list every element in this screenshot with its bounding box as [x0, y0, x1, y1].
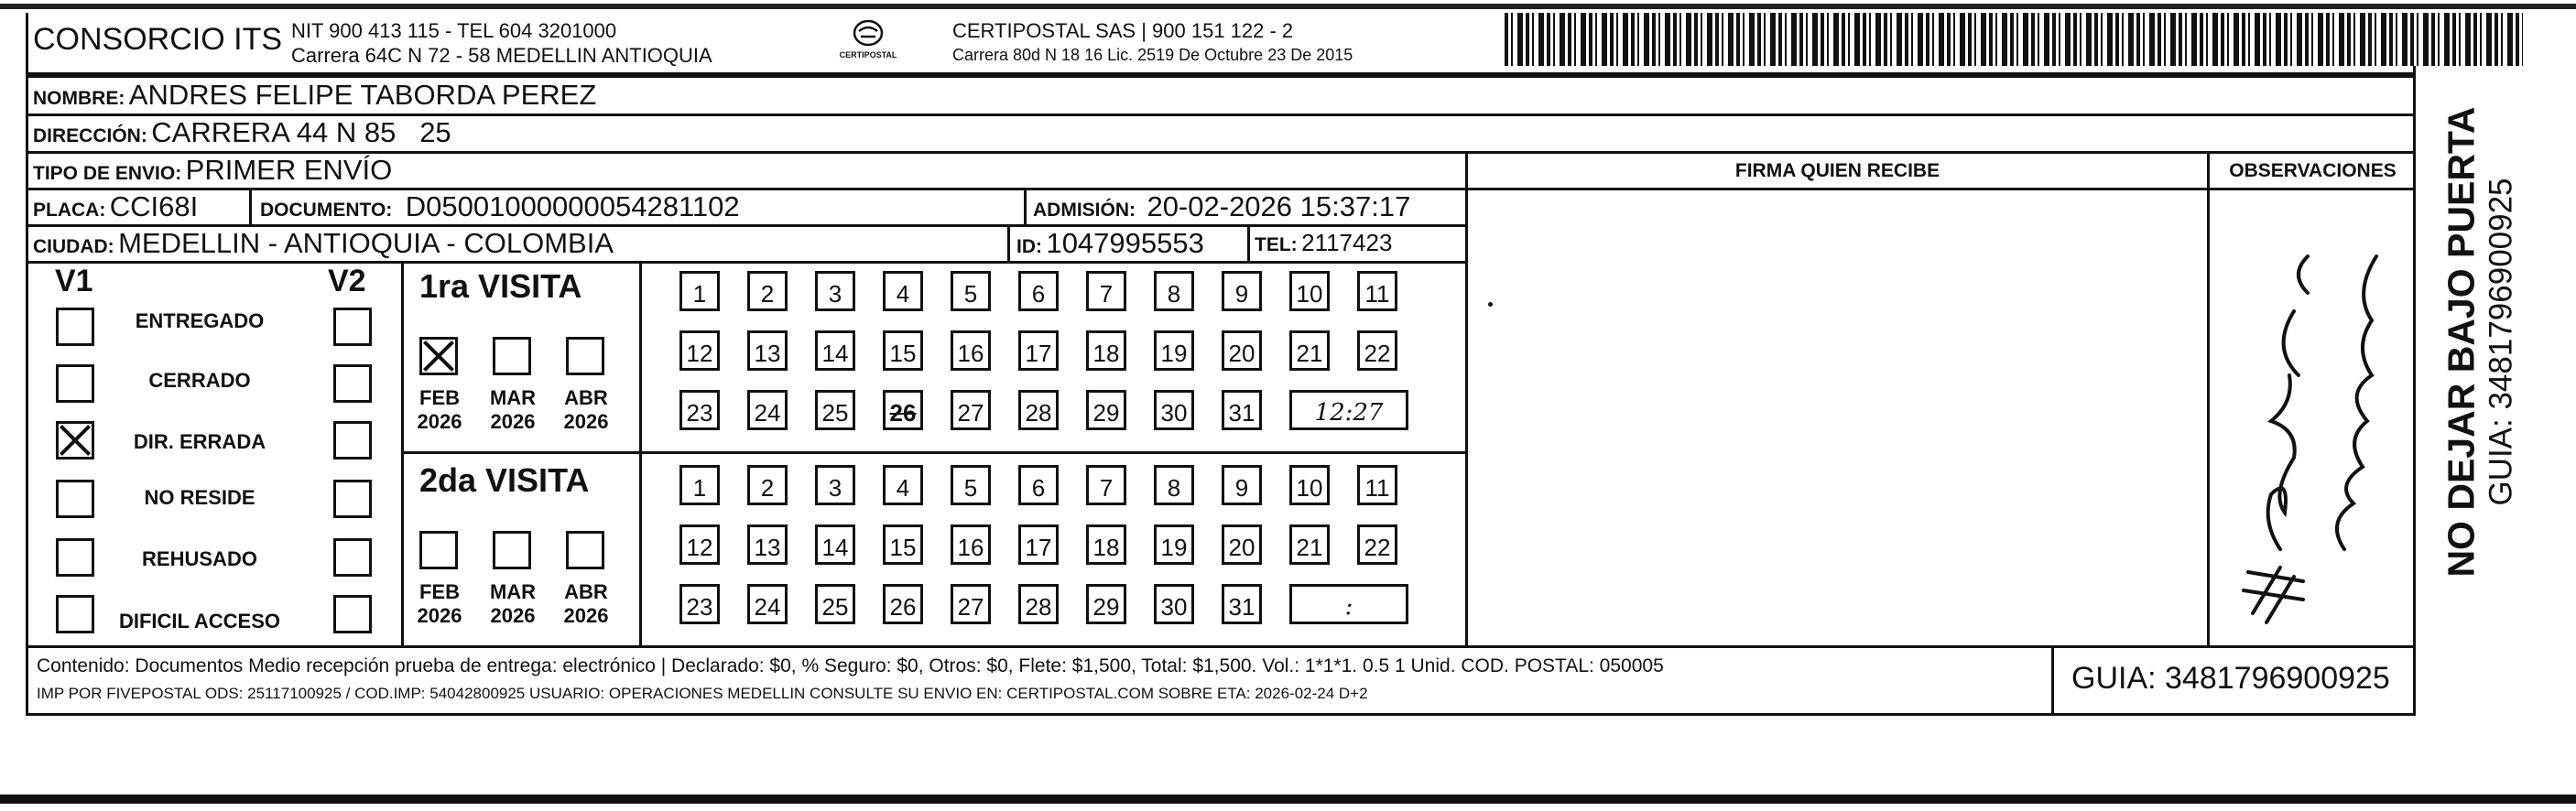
- visit1-day-21[interactable]: 21: [1289, 330, 1330, 371]
- month-label: ABR: [564, 386, 608, 409]
- visit1-day-20[interactable]: 20: [1222, 330, 1262, 371]
- visit2-month-mar: [481, 580, 545, 628]
- visit1-day-19[interactable]: 19: [1154, 330, 1194, 371]
- visit2-day-31[interactable]: 31: [1222, 584, 1262, 624]
- visit1-day-11[interactable]: 11: [1357, 271, 1397, 311]
- visit1-day-12[interactable]: 12: [679, 330, 720, 371]
- status-no-reside: NO RESIDE: [144, 486, 255, 509]
- visit2-day-22[interactable]: 22: [1357, 524, 1397, 565]
- carrier-info: [952, 18, 1353, 68]
- v2-cerrado-checkbox[interactable]: [333, 364, 372, 403]
- visit2-day-27[interactable]: 27: [951, 584, 991, 624]
- visit2-day-13[interactable]: 13: [747, 524, 788, 565]
- tel-label: TEL:: [1255, 234, 1298, 255]
- visit2-time-box[interactable]: :: [1289, 584, 1408, 624]
- tipo-row: [33, 154, 392, 187]
- status-dificil-acceso: DIFICIL ACCESO: [118, 610, 280, 633]
- side-text: [2425, 82, 2535, 632]
- visit2-day-20[interactable]: 20: [1222, 524, 1262, 565]
- v1-rehusado-checkbox[interactable]: [56, 538, 94, 577]
- top-edge-line: [0, 0, 2576, 13]
- visit1-day-6[interactable]: 6: [1018, 271, 1059, 311]
- v1-label: V1: [55, 264, 93, 298]
- visit1-day-24[interactable]: 24: [747, 390, 788, 430]
- visit2-day-grid: [679, 465, 1430, 639]
- status-cerrado: CERRADO: [148, 369, 251, 392]
- year-label: 2026: [417, 410, 462, 433]
- v1-dificil-acceso-checkbox[interactable]: [56, 595, 94, 633]
- v1-no-reside-checkbox[interactable]: [56, 480, 94, 518]
- footer-imp: IMP POR FIVEPOSTAL ODS: 25117100925 / COD.IMP: 54042800925 USUARIO: OPERACIONES MEDELLIN CONSULTE SU ENVIO EN: CERTIPOSTAL.COM SOBRE ETA: 2026-02-24 D+2: [37, 685, 1368, 702]
- observaciones-handwritten: [2216, 220, 2399, 632]
- visit1-day-26[interactable]: 26: [883, 390, 923, 430]
- divider: [1024, 188, 1027, 224]
- placa-label: PLACA:: [33, 200, 106, 221]
- month-label: MAR: [489, 580, 537, 603]
- visit1-day-1[interactable]: 1: [679, 271, 720, 311]
- visit2-mar-checkbox[interactable]: [493, 531, 531, 569]
- visit1-day-7[interactable]: 7: [1086, 271, 1126, 311]
- visit2-day-11[interactable]: 11: [1357, 465, 1397, 505]
- year-label: 2026: [417, 604, 462, 627]
- visit1-day-16[interactable]: 16: [951, 330, 991, 371]
- handwriting-icon: [2216, 220, 2399, 632]
- visit2-day-30[interactable]: 30: [1154, 584, 1194, 624]
- status-rehusado: REHUSADO: [142, 547, 257, 570]
- logo-text: CERTIPOSTAL: [839, 50, 897, 59]
- visit2-day-18[interactable]: 18: [1086, 524, 1126, 565]
- visit1-day-23[interactable]: 23: [679, 390, 720, 430]
- year-label: 2026: [563, 604, 609, 627]
- visit1-day-13[interactable]: 13: [747, 330, 788, 371]
- visit2-day-26[interactable]: 26: [883, 584, 923, 624]
- documento-value: D05001000000054281102: [405, 190, 740, 222]
- visit2-day-25[interactable]: 25: [815, 584, 855, 624]
- visit1-day-28[interactable]: 28: [1018, 390, 1059, 430]
- nombre-row: [33, 79, 596, 112]
- visit2-day-8[interactable]: 8: [1154, 465, 1194, 505]
- year-label: 2026: [563, 410, 609, 433]
- visit2-day-5[interactable]: 5: [951, 465, 991, 505]
- company-info: [291, 18, 712, 68]
- visit1-title: 1ra VISITA: [419, 267, 582, 305]
- visit2-feb-checkbox[interactable]: [419, 531, 458, 569]
- visit2-day-14[interactable]: 14: [815, 524, 855, 565]
- visit2-day-29[interactable]: 29: [1086, 584, 1126, 624]
- ciudad-label: CIUDAD:: [33, 236, 114, 257]
- visit1-day-2[interactable]: 2: [747, 271, 788, 311]
- tipo-label: TIPO DE ENVIO:: [33, 163, 182, 184]
- visit1-mar-checkbox[interactable]: [493, 337, 531, 375]
- visit2-abr-checkbox[interactable]: [566, 531, 604, 569]
- divider: [401, 451, 1467, 454]
- documento-label: DOCUMENTO:: [260, 200, 393, 221]
- placa-value: CCI68I: [109, 190, 199, 222]
- status-entregado: ENTREGADO: [135, 309, 265, 332]
- visit2-day-16[interactable]: 16: [951, 524, 991, 565]
- month-label: MAR: [489, 386, 537, 409]
- visit2-day-21[interactable]: 21: [1289, 524, 1330, 565]
- logo-emblem-icon: [852, 18, 885, 48]
- visit1-day-18[interactable]: 18: [1086, 330, 1126, 371]
- ciudad-value: MEDELLIN - ANTIOQUIA - COLOMBIA: [118, 227, 614, 259]
- visit1-day-29[interactable]: 29: [1086, 390, 1126, 430]
- nombre-value: ANDRES FELIPE TABORDA PEREZ: [128, 79, 597, 111]
- visit1-abr-checkbox[interactable]: [566, 337, 604, 375]
- v2-dificil-acceso-checkbox[interactable]: [333, 595, 372, 633]
- visit1-day-22[interactable]: 22: [1357, 330, 1397, 371]
- observaciones-header: OBSERVACIONES: [2229, 160, 2397, 181]
- v2-entregado-checkbox[interactable]: [333, 308, 372, 346]
- visit2-day-15[interactable]: 15: [883, 524, 923, 565]
- certipostal-logo: [831, 18, 905, 64]
- month-label: FEB: [419, 386, 460, 409]
- visit2-month-feb: [408, 580, 472, 628]
- year-label: 2026: [490, 410, 536, 433]
- visit2-day-10[interactable]: 10: [1289, 465, 1330, 505]
- visit2-day-12[interactable]: 12: [679, 524, 720, 565]
- bottom-edge-line: [0, 795, 2576, 804]
- id-label: ID:: [1016, 236, 1042, 257]
- visit1-day-30[interactable]: 30: [1154, 390, 1194, 430]
- visit2-day-3[interactable]: 3: [815, 465, 855, 505]
- visit2-day-24[interactable]: 24: [747, 584, 788, 624]
- footer-contenido: Contenido: Documentos Medio recepción prueba de entrega: electrónico | Declarado: $0, % Seguro: $0, Otros: $0, Flete: $1,500, Total: $1,500. Vol.: 1*1*1. 0.5 1 Unid. COD. POSTAL: 050005: [37, 655, 1664, 676]
- visit1-day-17[interactable]: 17: [1018, 330, 1059, 371]
- footer-guia: GUIA: 3481796900925: [2071, 661, 2390, 696]
- visit2-day-7[interactable]: 7: [1086, 465, 1126, 505]
- visit2-day-1[interactable]: 1: [679, 465, 720, 505]
- direccion-label: DIRECCIÓN:: [33, 125, 147, 146]
- visit2-day-9[interactable]: 9: [1222, 465, 1262, 505]
- divider: [249, 188, 252, 224]
- visit2-month-abr: [554, 580, 618, 628]
- company-address: Carrera 64C N 72 - 58 MEDELLIN ANTIOQUIA: [291, 44, 712, 67]
- visit2-day-4[interactable]: 4: [883, 465, 923, 505]
- year-label: 2026: [490, 604, 536, 627]
- visit1-day-14[interactable]: 14: [815, 330, 855, 371]
- v2-dir-errada-checkbox[interactable]: [333, 421, 372, 460]
- visit1-day-25[interactable]: 25: [815, 390, 855, 430]
- admision-row: [1033, 190, 1410, 223]
- direccion-value: CARRERA 44 N 85 25: [151, 116, 451, 148]
- firma-header: FIRMA QUIEN RECIBE: [1734, 160, 1940, 181]
- tipo-value: PRIMER ENVÍO: [185, 154, 393, 186]
- visit2-day-23[interactable]: 23: [679, 584, 720, 624]
- carrier-license: Carrera 80d N 18 16 Lic. 2519 De Octubre 23 De 2015: [952, 46, 1353, 64]
- v2-no-reside-checkbox[interactable]: [333, 480, 372, 518]
- company-nit: NIT 900 413 115 - TEL 604 3201000: [291, 19, 617, 42]
- visit1-month-abr: [554, 386, 618, 434]
- divider: [1007, 224, 1010, 261]
- ciudad-row: [33, 227, 614, 260]
- nombre-label: NOMBRE:: [33, 88, 125, 109]
- barcode: [1505, 13, 2523, 66]
- divider: [1247, 224, 1250, 261]
- side-warning: NO DEJAR BAJO PUERTA: [2440, 106, 2483, 578]
- signature-area: [1468, 190, 2207, 645]
- visit1-day-31[interactable]: 31: [1222, 390, 1262, 430]
- visit1-time-box[interactable]: 12:27: [1289, 390, 1408, 430]
- documento-row: [260, 190, 740, 223]
- company-name: CONSORCIO ITS: [33, 22, 283, 57]
- visit1-day-10[interactable]: 10: [1289, 271, 1330, 311]
- tel-value: 2117423: [1301, 229, 1393, 256]
- carrier-name: CERTIPOSTAL SAS | 900 151 122 - 2: [952, 19, 1294, 42]
- admision-label: ADMISIÓN:: [1033, 200, 1136, 221]
- v2-rehusado-checkbox[interactable]: [333, 538, 372, 577]
- divider: [2207, 151, 2210, 645]
- direccion-row: [33, 116, 451, 149]
- visit1-month-mar: [481, 386, 545, 434]
- visit1-day-3[interactable]: 3: [815, 271, 855, 311]
- v1-dir-errada-checkbox[interactable]: [56, 421, 94, 460]
- visit2-title: 2da VISITA: [419, 461, 590, 499]
- visit2-day-2[interactable]: 2: [747, 465, 788, 505]
- divider: [2051, 645, 2054, 716]
- admision-value: 20-02-2026 15:37:17: [1147, 190, 1411, 222]
- tel-row: [1255, 229, 1392, 257]
- status-section: [26, 264, 401, 645]
- visit1-day-5[interactable]: 5: [951, 271, 991, 311]
- visit1-day-8[interactable]: 8: [1154, 271, 1194, 311]
- visit2-day-28[interactable]: 28: [1018, 584, 1059, 624]
- visit2-day-6[interactable]: 6: [1018, 465, 1059, 505]
- month-label: FEB: [419, 580, 460, 603]
- visit1-day-4[interactable]: 4: [883, 271, 923, 311]
- id-row: [1016, 227, 1204, 260]
- v1-cerrado-checkbox[interactable]: [56, 364, 94, 403]
- side-guia: GUIA: 3481796900925: [2483, 178, 2519, 506]
- status-dir-errada: DIR. ERRADA: [133, 430, 266, 453]
- v1-entregado-checkbox[interactable]: [56, 308, 94, 346]
- visit1-day-9[interactable]: 9: [1222, 271, 1262, 311]
- visit1-month-feb: [408, 386, 472, 434]
- id-value: 1047995553: [1046, 227, 1204, 259]
- divider: [26, 645, 2416, 648]
- visit1-day-15[interactable]: 15: [883, 330, 923, 371]
- visit2-day-17[interactable]: 17: [1018, 524, 1059, 565]
- visit1-feb-checkbox[interactable]: [419, 337, 458, 375]
- v2-label: V2: [328, 264, 366, 298]
- placa-row: [33, 190, 198, 223]
- visit1-day-grid: [679, 271, 1430, 445]
- visit2-day-19[interactable]: 19: [1154, 524, 1194, 565]
- month-label: ABR: [564, 580, 608, 603]
- visit1-day-27[interactable]: 27: [951, 390, 991, 430]
- signature-dot: [1488, 302, 1493, 307]
